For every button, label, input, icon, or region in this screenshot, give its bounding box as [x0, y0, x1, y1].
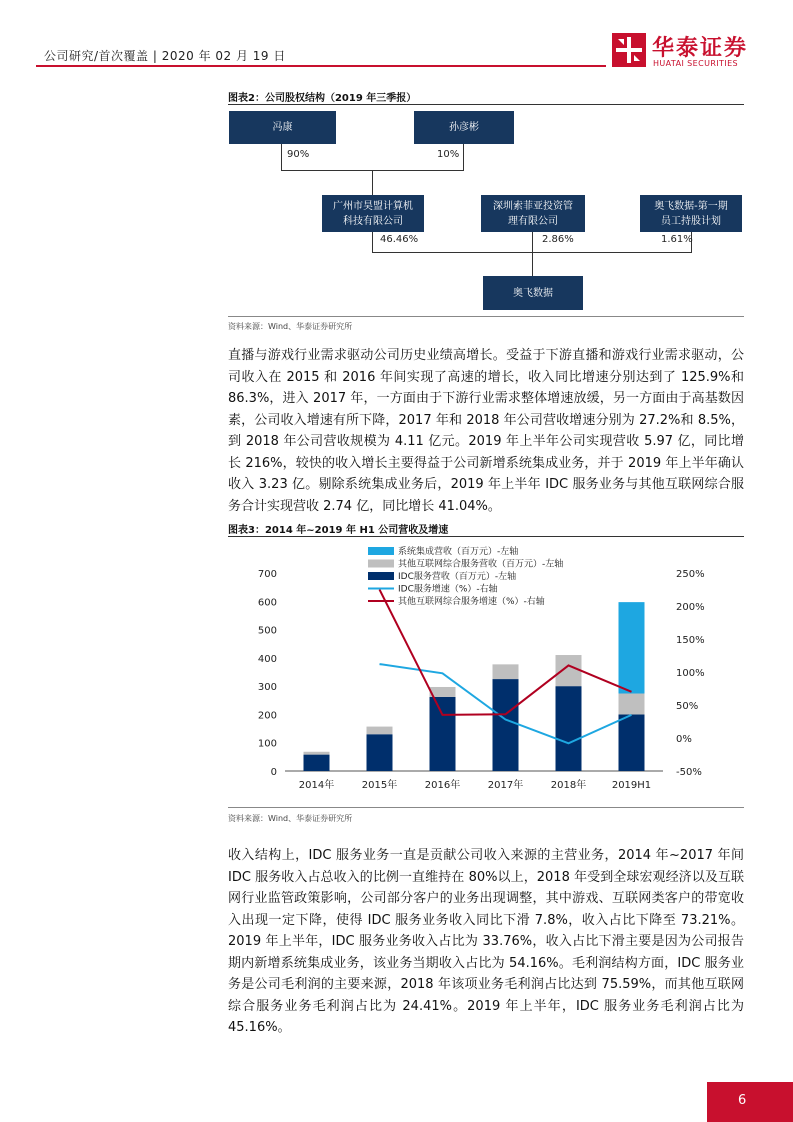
legend-label: 其他互联网综合服务营收（百万元）-左轴 [398, 559, 564, 570]
revenue-growth-chart [228, 540, 748, 802]
right-axis-tick-label: 100% [676, 668, 705, 679]
bar-segment [556, 655, 582, 686]
legend-label: IDC服务营收（百万元）-左轴 [398, 572, 517, 582]
x-axis-category-label: 2018年 [550, 780, 587, 791]
stake-percent-shenzhen: 2.86% [542, 234, 574, 245]
right-axis-tick-label: 50% [676, 701, 699, 712]
bar-segment [556, 686, 582, 771]
x-axis-category-label: 2019H1 [611, 780, 652, 791]
left-axis-tick-label: 0 [270, 767, 277, 778]
left-axis-tick-label: 500 [257, 625, 277, 637]
shareholder-box-fengkang [229, 111, 336, 144]
bar-segment [619, 602, 645, 693]
company-name: 奥飞数据 [513, 287, 553, 299]
chart-bars [304, 602, 645, 771]
legend-label: 系统集成营收（百万元）-左轴 [398, 547, 519, 557]
company-box-aofei [483, 276, 583, 310]
shareholder-name-line2: 理有限公司 [508, 215, 558, 227]
shareholder-name: 孙彦彬 [449, 122, 479, 133]
shareholder-name-line2: 科技有限公司 [343, 215, 403, 227]
shareholder-name-line2: 员工持股计划 [660, 215, 721, 227]
connector-line [372, 252, 692, 253]
page-number: 6 [738, 1093, 747, 1108]
header-rule [36, 65, 606, 67]
figure2-bottom-rule [228, 316, 744, 317]
figure3-source: 资料来源：Wind、华泰证券研究所 [228, 814, 353, 823]
figure2-title-rule [228, 104, 744, 105]
right-axis-tick-label: -50% [676, 767, 702, 778]
bar-segment [619, 693, 645, 714]
header-breadcrumb: 公司研究/首次覆盖 | 2020 年 02 月 19 日 [44, 49, 286, 63]
shareholder-box-guangzhou [322, 195, 424, 232]
shareholder-box-sunluobin [414, 111, 514, 144]
shareholder-name-line1: 广州市昊盟计算机 [333, 200, 413, 212]
shareholder-name: 冯康 [272, 122, 293, 133]
figure3-bottom-rule [228, 807, 744, 808]
left-axis-tick-label: 200 [257, 710, 277, 722]
chart-legend [368, 545, 563, 607]
logo-wordmark-en: HUATAI SECURITIES [653, 59, 739, 68]
bar-segment [619, 714, 645, 771]
stake-percent-esop: 1.61% [661, 234, 693, 245]
left-axis-tick-label: 400 [257, 653, 277, 665]
figure2-source: 资料来源：Wind、华泰证券研究所 [228, 322, 353, 331]
legend-swatch [368, 572, 394, 580]
x-axis-category-label: 2014年 [298, 780, 335, 791]
legend-label: IDC服务增速（%）-右轴 [398, 584, 498, 595]
bar-segment [304, 752, 330, 755]
stake-percent-sunluobin: 10% [437, 149, 460, 160]
figure3-title: 图表3：2014 年~2019 年 H1 公司营收及增速 [228, 525, 449, 536]
connector-line [281, 144, 282, 170]
shareholder-name-line1: 奥飞数据-第一期 [654, 200, 728, 212]
bar-segment [493, 664, 519, 679]
right-axis-tick-label: 250% [676, 569, 705, 580]
right-axis-tick-label: 150% [676, 635, 705, 646]
right-axis-tick-label: 200% [676, 602, 705, 613]
body-paragraph-revenue-structure: 收入结构上，IDC 服务业务一直是贡献公司收入来源的主营业务，2014 年~2017 年间 IDC 服务收入占总收入的比例一直维持在 80%以上，2018 年受到全球宏观经济以及互联网行业监管政策影响，公司部分客户的业务出现调整，其中游戏、互联网类客户的带宽收入出现一定下降，使得 IDC 服务业务收入同比下滑 7.8%，收入占比下降至 73.21%。2019 年上半年，IDC 服务业务收入占比为 33.76%，收入占比下滑主要是因为公司报告期内新增系统集成业务，该业务当期收入占比为 54.16%。毛利润结构方面，IDC 服务业务是公司毛利润的主要来源，2018 年该项业务毛利润占比达到 75.59%，而其他互联网综合服务业务毛利润占比为 24.41%。2019 年上半年，IDC 服务业务毛利润占比为 45.16%。 [228, 848, 744, 1035]
legend-swatch [368, 547, 394, 555]
legend-swatch [368, 560, 394, 568]
connector-line [463, 144, 464, 170]
left-axis-tick-label: 300 [257, 682, 277, 694]
connector-line [532, 232, 533, 276]
stake-percent-guangzhou: 46.46% [380, 234, 419, 245]
body-paragraph-revenue-growth: 直播与游戏行业需求驱动公司历史业绩高增长。受益于下游直播和游戏行业需求驱动，公司收入在 2015 和 2016 年间实现了高速的增长，收入同比增速分别达到了 125.9%和 86.3%，进入 2017 年，一方面由于下游行业需求整体增速放缓，另一方面由于高基数因素，公司收入增速有所下降，2017 年和 2018 年公司营收增速分别为 27.2%和 8.5%，到 2018 年公司营收规模为 4.11 亿元。2019 年上半年公司实现营收 5.97 亿，同比增长 216%，较快的收入增长主要得益于公司新增系统集成业务，并于 2019 年上半年确认收入 3.23 亿。剔除系统集成业务后，2019 年上半年 IDC 服务业务与其他互联网综合服务合计实现营收 2.74 亿，同比增长 41.04%。 [228, 348, 744, 514]
bar-segment [367, 727, 393, 735]
right-axis-tick-label: 0% [676, 734, 692, 745]
stake-percent-fengkang: 90% [287, 149, 310, 160]
logo-wordmark-cn: 华泰证券 [652, 36, 749, 61]
bar-segment [430, 697, 456, 771]
connector-line [372, 232, 373, 252]
page-number-tab [707, 1082, 793, 1122]
bar-segment [304, 755, 330, 771]
figure3-title-rule [228, 536, 744, 537]
figure2-title: 图表2：公司股权结构（2019 年三季报） [228, 93, 417, 104]
bar-segment [367, 734, 393, 771]
bar-segment [493, 679, 519, 771]
x-axis-category-label: 2015年 [361, 780, 398, 791]
legend-label: 其他互联网综合服务增速（%）-右轴 [398, 597, 545, 607]
left-axis-tick-label: 600 [257, 597, 277, 609]
shareholder-box-esop [640, 195, 742, 232]
x-axis-category-label: 2017年 [487, 780, 524, 791]
connector-line [372, 170, 373, 195]
left-axis-tick-label: 100 [257, 738, 277, 750]
left-axis-tick-label: 700 [257, 569, 277, 580]
shareholder-name-line1: 深圳索菲亚投资管 [493, 200, 573, 212]
huatai-logo-icon [612, 33, 646, 67]
shareholder-box-shenzhen [481, 195, 585, 232]
x-axis-category-label: 2016年 [424, 780, 461, 791]
